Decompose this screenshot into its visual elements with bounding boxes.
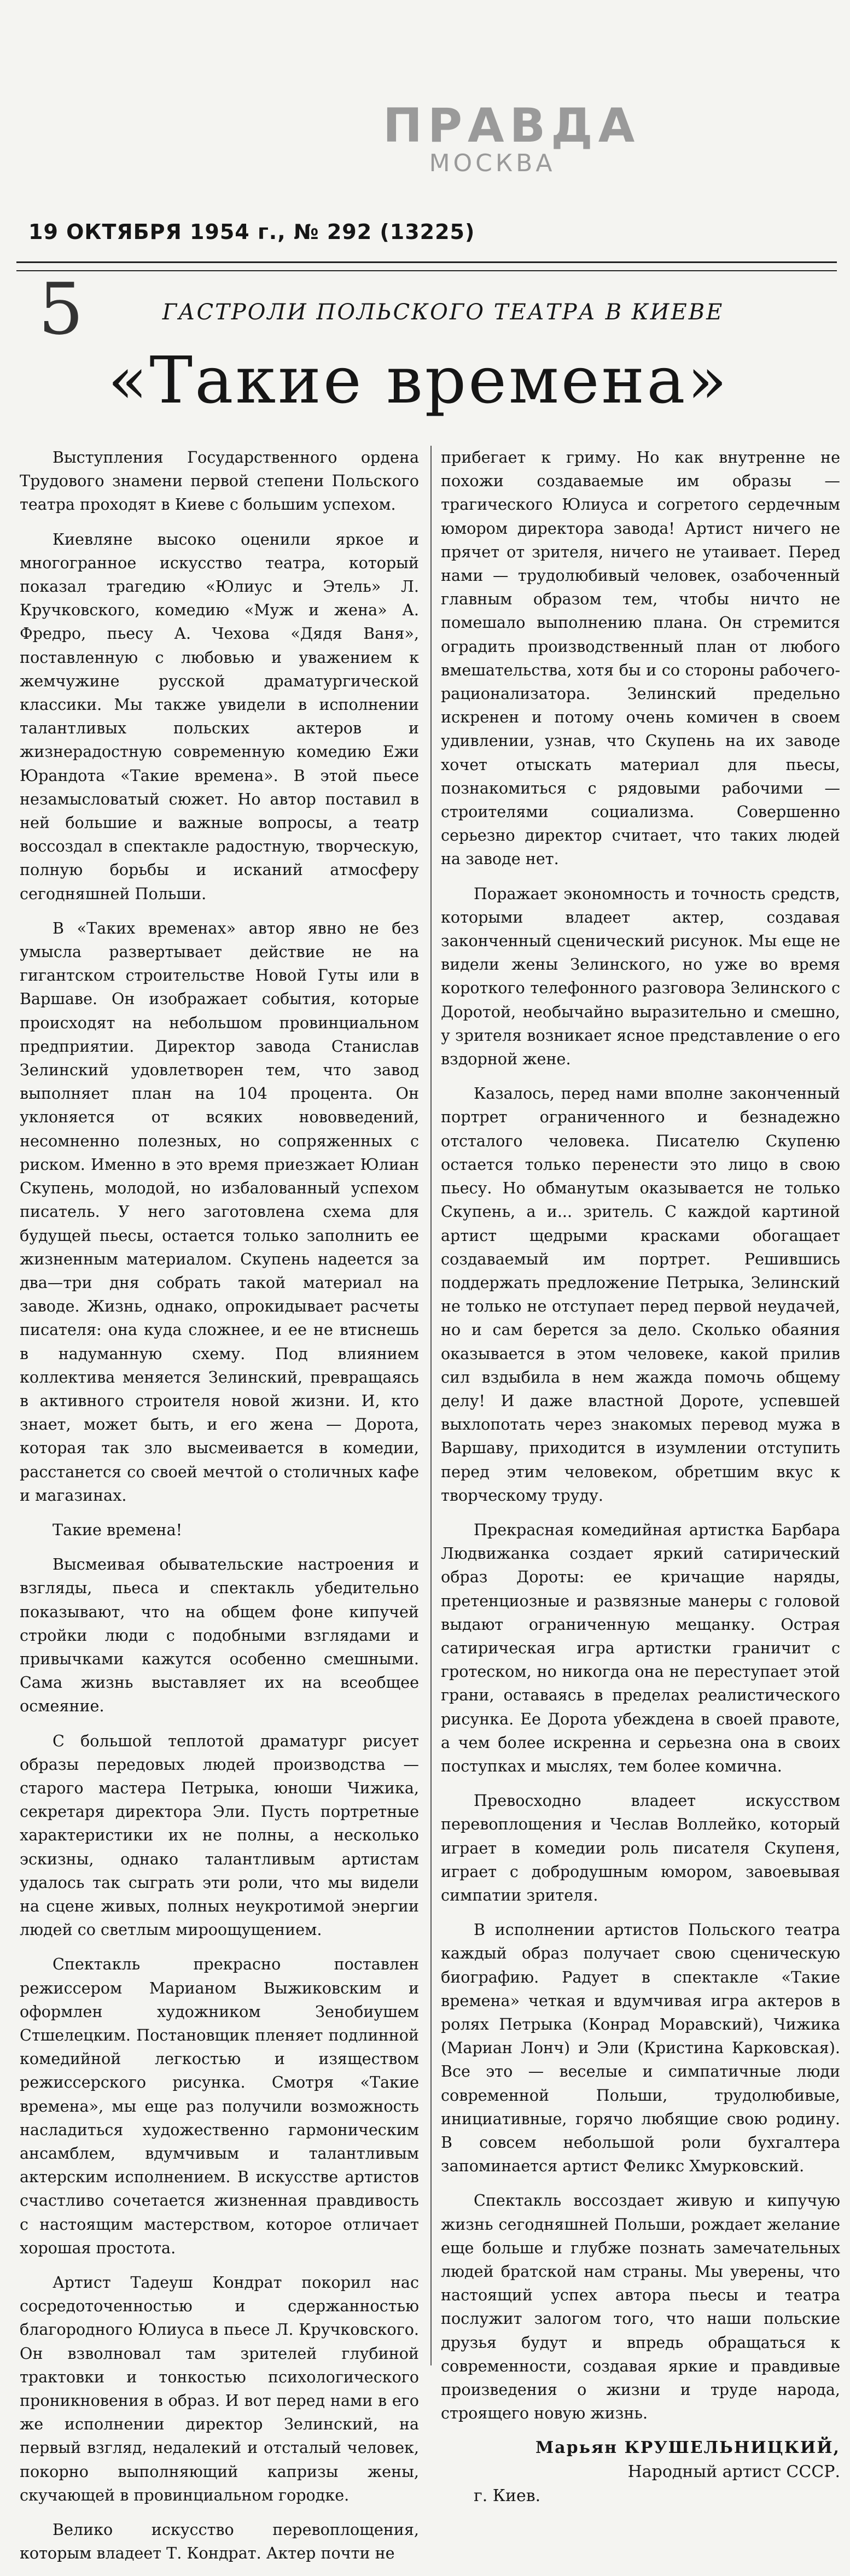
paragraph: Спектакль прекрасно поставлен режиссером Марианом Выжиковским и оформлен художником Зенобиушем Стшелецким. Постановщик пленяет подлинной комедийной легкостью и изяществом режиссерского рисунка. Смотря «Такие времена», мы еще раз получили возможность насладиться художественно гармоническим ансамблем, вдумчивым и талантливым актерским исполнением. В искусстве артистов счастливо сочетается жизненная правдивость с настоящим мастерством, которое отличает хорошая простота.: [20, 1955, 419, 2257]
header-rule: [16, 261, 837, 263]
rubric-heading: ГАСТРОЛИ ПОЛЬСКОГО ТЕАТРА В КИЕВЕ: [162, 300, 724, 325]
newspaper-masthead-stamp: [383, 98, 641, 177]
paragraph: Спектакль воссоздает живую и кипучую жизнь сегодняшней Польши, рождает желание еще больше и глубже познать замечательных людей братской нам страны. Мы уверены, что настоящий успех автора пьесы и театра послужит залогом того, что наши польские друзья будут и впредь обращаться к современности, создавая яркие и правдивые произведения о жизни и труде народа, строящего новую жизнь.: [441, 2191, 840, 2423]
paragraph: Высмеивая обывательские настроения и взгляды, пьеса и спектакль убедительно показывают, что на общем фоне кипучей стройки люди с подобными взглядами и привычками кажутся особенно смешными. Сама жизнь выставляет их на всеобщее осмеяние.: [20, 1555, 419, 1716]
masthead-title: ПРАВДА: [383, 98, 641, 153]
author-title: Народный артист СССР.: [627, 2462, 840, 2482]
paragraph: Поражает экономность и точность средств, которыми владеет актер, создавая законченный сценический рисунок. Мы еще не видели жены Зелинского, но уже во время короткого телефонного разговора Зелинского с Доротой, необычайно выразительно и смешно, у зрителя возникает ясное представление о его вздорной жене.: [441, 884, 840, 1069]
paragraph: Такие времена!: [53, 1520, 183, 1539]
masthead-city: МОСКВА: [429, 149, 556, 177]
author-name: Марьян КРУШЕЛЬНИЦКИЙ,: [535, 2438, 840, 2458]
paragraph: Артист Тадеуш Кондрат покорил нас сосредоточенностью и сдержанностью благородного Юлиуса в пьесе Л. Кручковского. Он взволновал там зрителей глубиной трактовки и тонкостью психологического проникновения в образ. И вот перед нами в его же исполнении директор Зелинский, на первый взгляд, недалекий и отсталый человек, покорно выполняющий капризы жены, скучающей в провинциальном городке.: [20, 2273, 419, 2504]
dateline-city: г. Киев.: [474, 2486, 541, 2506]
author-signature: [441, 2436, 840, 2508]
handwritten-number: 5: [38, 267, 84, 351]
paragraph: прибегает к гриму. Но как внутренне не похожи создаваемые им образы — трагического Юлиуса и согретого сердечным юмором директора завода! Артист ничего не прячет от зрителя, ничего не утаивает. Перед нами — трудолюбивый человек, озабоченный главным образом тем, чтобы ничто не помешало выполнению плана. Он стремится оградить производственный план от любого вмешательства, хотя бы и со стороны рабочего-рационализатора. Зелинский предельно искренен и потому очень комичен в своем удивлении, узнав, что Скупень на их заводе хочет отыскать материал для пьесы, познакомиться с рядовыми рабочими — строителями социализма. Совершенно серьезно директор считает, что таких людей на заводе нет.: [441, 448, 840, 869]
paragraph: Велико искусство перевоплощения, которым владеет Т. Кондрат. Актер почти не: [20, 2520, 419, 2563]
article-column-right: [441, 446, 840, 2508]
header-rule-thin: [16, 270, 837, 271]
paragraph: Выступления Государственного ордена Трудового знамени первой степени Польского театра проходят в Киеве с большим успехом.: [20, 448, 419, 514]
column-divider: [430, 446, 432, 2365]
paragraph: С большой теплотой драматург рисует образы передовых людей производства — старого мастера Петрыка, юноши Чижика, секретаря директора Эли. Пусть портретные характеристики их не полны, а несколько эскизны, однако талантливым артистам удалось так сыграть эти роли, что мы видели на сцене живых, полных неукротимой энергии людей со светлым мироощущением.: [20, 1731, 419, 1939]
paragraph: В «Таких временах» автор явно не без умысла развертывает действие не на гигантском строительстве Новой Гуты или в Варшаве. Он изображает события, которые происходят на небольшом провинциальном предприятии. Директор завода Станислав Зелинский удовлетворен тем, что завод выполняет план на 104 процента. Он уклоняется от всяких нововведений, несомненно полезных, но сопряженных с риском. Именно в это время приезжает Юлиан Скупень, молодой, но избалованный успехом писатель. У него заготовлена схема для будущей пьесы, остается только заполнить ее жизненным материалом. Скупень надеется за два—три дня собрать такой материал на заводе. Жизнь, однако, опрокидывает расчеты писателя: она куда сложнее, и ее не втиснешь в надуманную схему. Под влиянием коллектива меняется Зелинский, превращаясь в активного строителя новой жизни. И, кто знает, может быть, и его жена — Дорота, которая так зло высмеивается в комедии, расстанется со своей мечтой о столичных кафе и магазинах.: [20, 918, 419, 1505]
paragraph: В исполнении артистов Польского театра каждый образ получает свою сценическую биографию. Радует в спектакле «Такие времена» четкая и вдумчивая игра актеров в ролях Петрыка (Конрад Моравский), Чижика (Мариан Лонч) и Эли (Кристина Карковская). Все это — веселые и симпатичные люди современной Польши, трудолюбивые, инициативные, горячо любящие свою родину. В совсем небольшой роли бухгалтера запоминается артист Феликс Хмурковский.: [441, 1920, 840, 2176]
issue-dateline: 19 ОКТЯБРЯ 1954 г., № 292 (13225): [28, 220, 475, 244]
paragraph: Прекрасная комедийная артистка Барбара Людвижанка создает яркий сатирический образ Дороты: ее кричащие наряды, претенциозные и развязные манеры с головой выдают ограниченную мещанку. Острая сатирическая игра артистки граничит с гротеском, но никогда она не переступает этой грани, оставаясь в пределах реалистического рисунка. Ее Дорота убеждена в своей правоте, а чем более искренна и серьезна она в своих поступках и мыслях, тем более комична.: [441, 1520, 840, 1775]
paragraph: Казалось, перед нами вполне законченный портрет ограниченного и безнадежно отсталого человека. Писателю Скупеню остается только перенести это лицо в свою пьесу. Но обманутым оказывается не только Скупень, а и... зритель. С каждой картиной артист щедрыми красками обогащает создаваемый им портрет. Решившись поддержать предложение Петрыка, Зелинский не только не отступает перед первой неудачей, но и сам берется за дело. Сколько обаяния оказывается в этом человеке, какой прилив сил вздыбила в нем жажда помочь общему делу! И даже властной Дороте, успевшей выхлопотать через знакомых перевод мужа в Варшаву, приходится в изумлении отступить перед этим человеком, обретшим вкус к творческому труду.: [441, 1084, 840, 1505]
article-headline: «Такие времена»: [108, 342, 729, 418]
paragraph: Киевляне высоко оценили яркое и многогранное искусство театра, который показал трагедию «Юлиус и Этель» Л. Кручковского, комедию «Муж и жена» А. Фредро, пьесу А. Чехова «Дядя Ваня», поставленную с любовью и уважением к жемчужине русской драматургической классики. Мы также увидели в исполнении талантливых польских актеров и жизнерадостную современную комедию Ежи Юрандота «Такие времена». В этой пьесе незамысловатый сюжет. Но автор поставил в ней большие и важные вопросы, а театр воссоздал в спектакле радостную, творческую, полную борьбы и исканий атмосферу сегодняшней Польши.: [20, 529, 419, 903]
article-column-left: [20, 446, 419, 2576]
paragraph: Превосходно владеет искусством перевоплощения и Чеслав Воллейко, который играет в комедии роль писателя Скупеня, играет с добродушным юмором, завоевывая симпатии зрителя.: [441, 1791, 840, 1904]
